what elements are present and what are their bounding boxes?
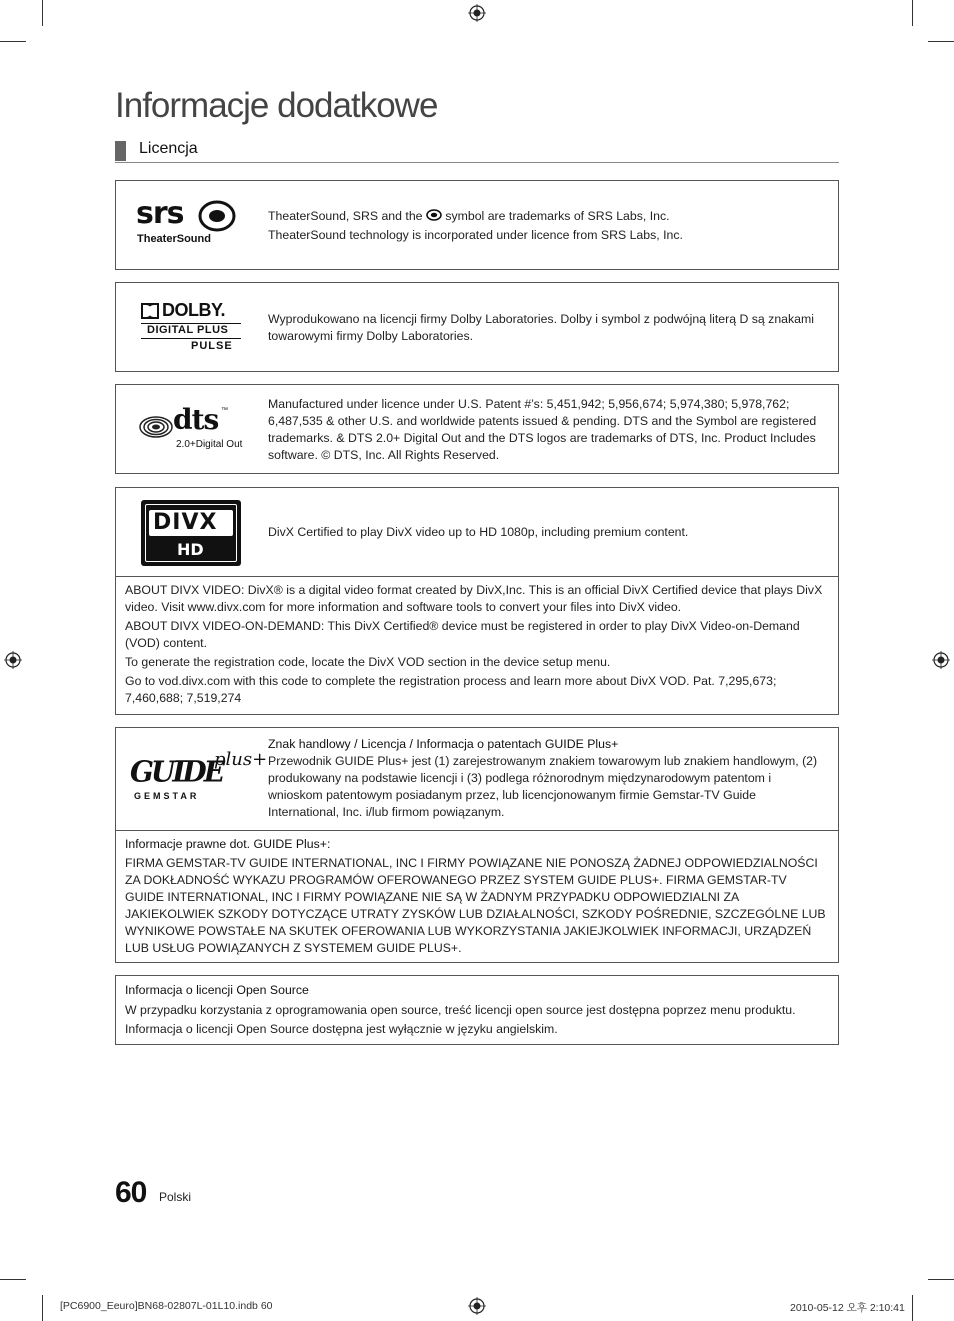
guide-plus-heading: Znak handlowy / Licencja / Informacja o patentach GUIDE Plus+ [268, 737, 619, 751]
crop-mark [0, 41, 26, 42]
dolby-logo-text: DOLBY. [162, 300, 226, 320]
guide-plus-trademark [268, 736, 828, 821]
guide-logo-plus: plus+ [214, 749, 268, 770]
dts-text: Manufactured under licence under U.S. Patent #’s: 5,451,942; 5,956,674; 5,974,380; 5,978,762; 6,487,535 & other U.S. and worldwide patents issued & pending. DTS and the Symbol are registered trademarks. & DTS 2.0+ Digital Out and the DTS logos are trademarks of DTS, Inc. Product Includes software. © DTS, Inc. All Rights Reserved. [268, 397, 817, 462]
guide-plus-legal-heading: Informacje prawne dot. GUIDE Plus+: [125, 837, 331, 851]
registration-mark-icon [932, 651, 950, 669]
dts-logo-text: dts [173, 403, 219, 436]
srs-circle-icon [198, 200, 236, 232]
license-guide-plus [115, 727, 839, 963]
guide-plus-logo [128, 749, 268, 806]
dolby-text: Wyprodukowano na licencji firmy Dolby Laboratories. Dolby i symbol z podwójną literą D są znakami towarowymi firmy Dolby Laboratories. [268, 312, 814, 343]
section-marker [115, 141, 126, 161]
crop-mark [42, 1295, 43, 1321]
guide-plus-legal [125, 836, 828, 959]
section-divider [115, 162, 839, 163]
dolby-dd-icon [141, 303, 159, 319]
divx-patent-text: Go to vod.divx.com with this code to complete the registration process and learn more about DivX VOD. Pat. 7,295,673; 7,460,688; 7,519,274 [125, 674, 777, 705]
license-dts [115, 384, 839, 474]
dts-logo [128, 401, 254, 459]
dts-logo-subtext: 2.0+Digital Out [176, 439, 243, 450]
divx-logo [128, 498, 254, 568]
section-title: Licencja [139, 140, 198, 157]
srs-line2: TheaterSound technology is incorporated under licence from SRS Labs, Inc. [268, 228, 683, 242]
dolby-logo-pulse: PULSE [191, 340, 233, 352]
open-source-info [125, 982, 828, 1040]
dolby-logo-rule [141, 338, 241, 339]
registration-mark-icon [4, 651, 22, 669]
crop-mark [928, 1279, 954, 1280]
srs-logo-text: srs [136, 196, 184, 231]
open-source-line2: Informacja o licencji Open Source dostępna jest wyłącznie w języku angielskim. [125, 1022, 558, 1036]
page-language: Polski [159, 1190, 192, 1204]
crop-mark [928, 41, 954, 42]
dolby-logo-subtext: DIGITAL PLUS [147, 324, 229, 336]
guide-logo-subtext: GEMSTAR [134, 791, 200, 801]
license-dolby [115, 282, 839, 372]
dolby-logo [128, 299, 254, 357]
dts-logo-tm: ™ [221, 407, 228, 414]
divx-logo-text: DIVX [153, 510, 218, 535]
open-source-heading: Informacja o licencji Open Source [125, 983, 309, 997]
divx-about-vod: ABOUT DIVX VIDEO-ON-DEMAND: This DivX Certified® device must be registered in order to play DivX Video-on-Demand (VOD) content. [125, 619, 800, 650]
registration-mark-icon [468, 1297, 486, 1315]
divx-text: DivX Certified to play DivX video up to HD 1080p, including premium content. [268, 525, 689, 539]
registration-mark-icon [468, 4, 486, 22]
divx-about-video: ABOUT DIVX VIDEO: DivX® is a digital video format created by DivX,Inc. This is an official DivX Certified device that plays DivX video. Visit www.divx.com for more information and software tools to convert your files into DivX video. [125, 583, 823, 614]
open-source-line1: W przypadku korzystania z oprogramowania open source, treść licencji open source jest dostępna poprzez menu produktu. [125, 1003, 796, 1017]
license-divx [115, 487, 839, 715]
srs-logo [128, 195, 254, 255]
srs-line1-pre: TheaterSound, SRS and the [268, 209, 423, 223]
divx-registration-text: To generate the registration code, locate the DivX VOD section in the device setup menu. [125, 655, 611, 669]
guide-plus-text: Przewodnik GUIDE Plus+ jest (1) zarejestrowanym znakiem towarowym lub znakiem handlowym, (2) produkowany na podstawie licencji i (3) podlega różnorodnym międzynarodowym patentom i wnioskom patentowym posiadanym przez, lub licencjonowanym firmie Gemstar-TV Guide International, Inc. i/lub firmom powiązanym. [268, 754, 818, 819]
dts-waves-icon [139, 415, 173, 439]
guide-logo-text: GUIDE [130, 754, 223, 789]
srs-logo-subtext: TheaterSound [137, 233, 211, 245]
page-number: 60 [115, 1176, 147, 1209]
footer-date-slug: 2010-05-12 오후 2:10:41 [790, 1302, 905, 1314]
page-title: Informacje dodatkowe [115, 86, 438, 125]
license-srs [115, 180, 839, 270]
crop-mark [42, 0, 43, 26]
divx-about-divider [116, 576, 838, 577]
srs-text [268, 208, 828, 244]
guide-plus-divider [116, 830, 838, 831]
divx-logo-subtext: HD [177, 540, 204, 559]
crop-mark [912, 0, 913, 26]
crop-mark [912, 1295, 913, 1321]
crop-mark [0, 1279, 26, 1280]
license-open-source [115, 975, 839, 1045]
divx-about [125, 582, 828, 709]
srs-line1-post: symbol are trademarks of SRS Labs, Inc. [445, 209, 670, 223]
footer-file-slug: [PC6900_Eeuro]BN68-02807L-01L10.indb 60 [60, 1300, 273, 1312]
srs-symbol-icon [426, 209, 442, 221]
guide-plus-legal-text: FIRMA GEMSTAR-TV GUIDE INTERNATIONAL, INC I FIRMY POWIĄZANE NIE PONOSZĄ ŻADNEJ ODPOWIEDZIALNOŚCI ZA DOKŁADNOŚĆ WYKAZU PROGRAMÓW OFEROWANEGO PRZEZ SYSTEM GUIDE PLUS+. FIRMA GEMSTAR-TV GUIDE INTERNATIONAL, INC I FIRMY POWIĄZANE NIE SĄ W ŻADNYM PRZYPADKU ODPOWIEDZIALNI ZA JAKIEKOLWIEK SZKODY DOTYCZĄCE UTRATY ZYSKÓW LUB DZIAŁALNOŚCI, SZKODY POŚREDNIE, SZCZEGÓLNE LUB WYNIKOWE POWSTAŁE NA SKUTEK OFEROWANIA LUB WYKORZYSTANIA JAKIEJKOLWIEK INFORMACJI, URZĄDZEŃ LUB USŁUG POWIĄZANYCH Z SYSTEMEM GUIDE PLUS+. [125, 856, 826, 955]
